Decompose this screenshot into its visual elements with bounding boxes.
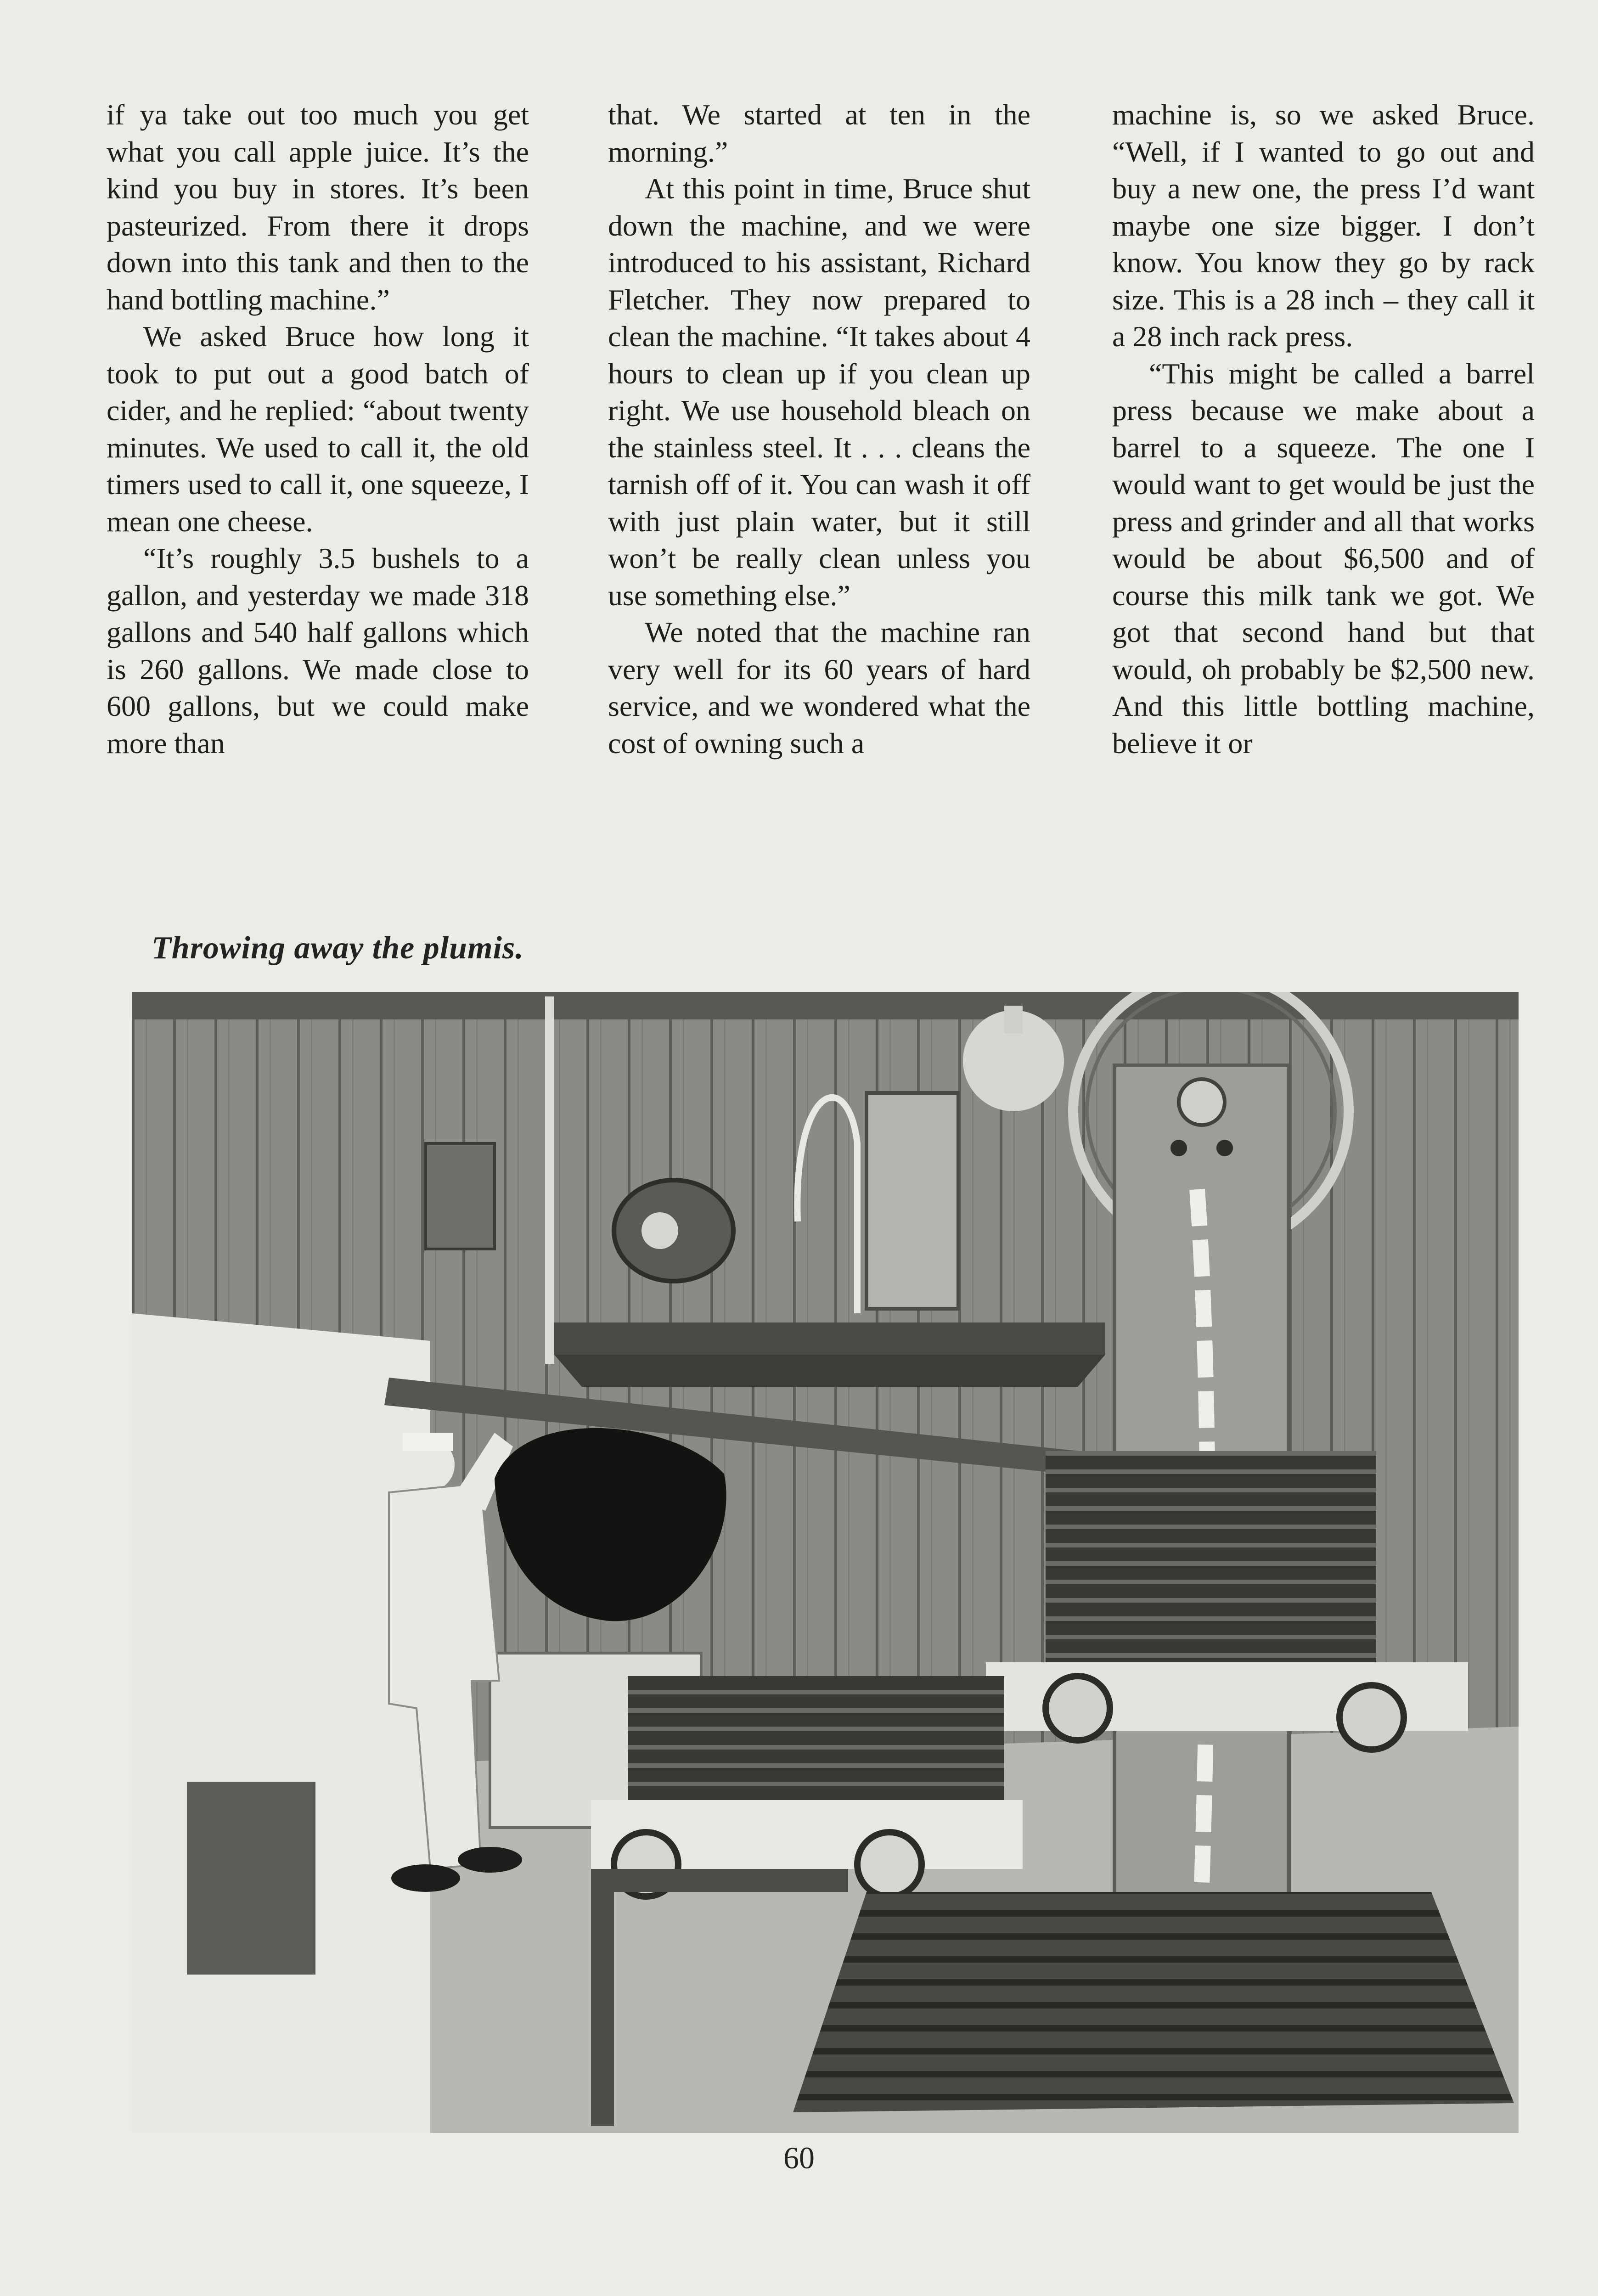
text-column-3 <box>1112 96 1535 762</box>
text-column-2 <box>608 96 1030 762</box>
text-column-1 <box>107 96 529 762</box>
paragraph: At this point in time, Bruce shut down the machine, and we were introduced to his assistant, Richard Fletcher. They now prepared to clean the machine. “It takes about 4 hours to clean up if you clean up right. We use household bleach on the stainless steel. It . . . cleans the tarnish off of it. You can wash it off with just plain water, but it still won’t be really clean unless you use something else.” <box>608 172 1030 612</box>
paragraph: that. We started at ten in the morning.” <box>608 98 1030 168</box>
paragraph: We asked Bruce how long it took to put out a good batch of cider, and he replied: “about twenty minutes. We used to call it, the old timers used to call it, one squeeze, I mean one cheese. <box>107 320 529 538</box>
photo-caption: Throwing away the plumis. <box>152 930 524 966</box>
page-number: 60 <box>783 2140 815 2175</box>
cider-press-photo <box>132 992 1519 2133</box>
paragraph: if ya take out too much you get what you call apple juice. It’s the kind you buy in stores. It’s been pasteurized. From there it drops down into this tank and then to the hand bottling machine.” <box>107 98 529 316</box>
paragraph: “It’s roughly 3.5 bushels to a gallon, and yesterday we made 318 gallons and 540 half gallons which is 260 gallons. We made close to 600 gallons, but we could make more than <box>107 542 529 760</box>
paragraph: We noted that the machine ran very well for its 60 years of hard service, and we wondered what the cost of owning such a <box>608 616 1030 760</box>
paragraph: “This might be called a barrel press because we make about a barrel to a squeeze. The one I would want to get would be just the press and grinder and all that works would be about $6,500 and of course this milk tank we got. We got that second hand but that would, oh probably be $2,500 new. And this little bottling machine, believe it or <box>1112 357 1535 760</box>
paragraph: machine is, so we asked Bruce. “Well, if I wanted to go out and buy a new one, the press I’d want maybe one size bigger. I don’t know. You know they go by rack size. This is a 28 inch – they call it a 28 inch rack press. <box>1112 98 1535 353</box>
photo-illustration <box>132 992 1519 2133</box>
